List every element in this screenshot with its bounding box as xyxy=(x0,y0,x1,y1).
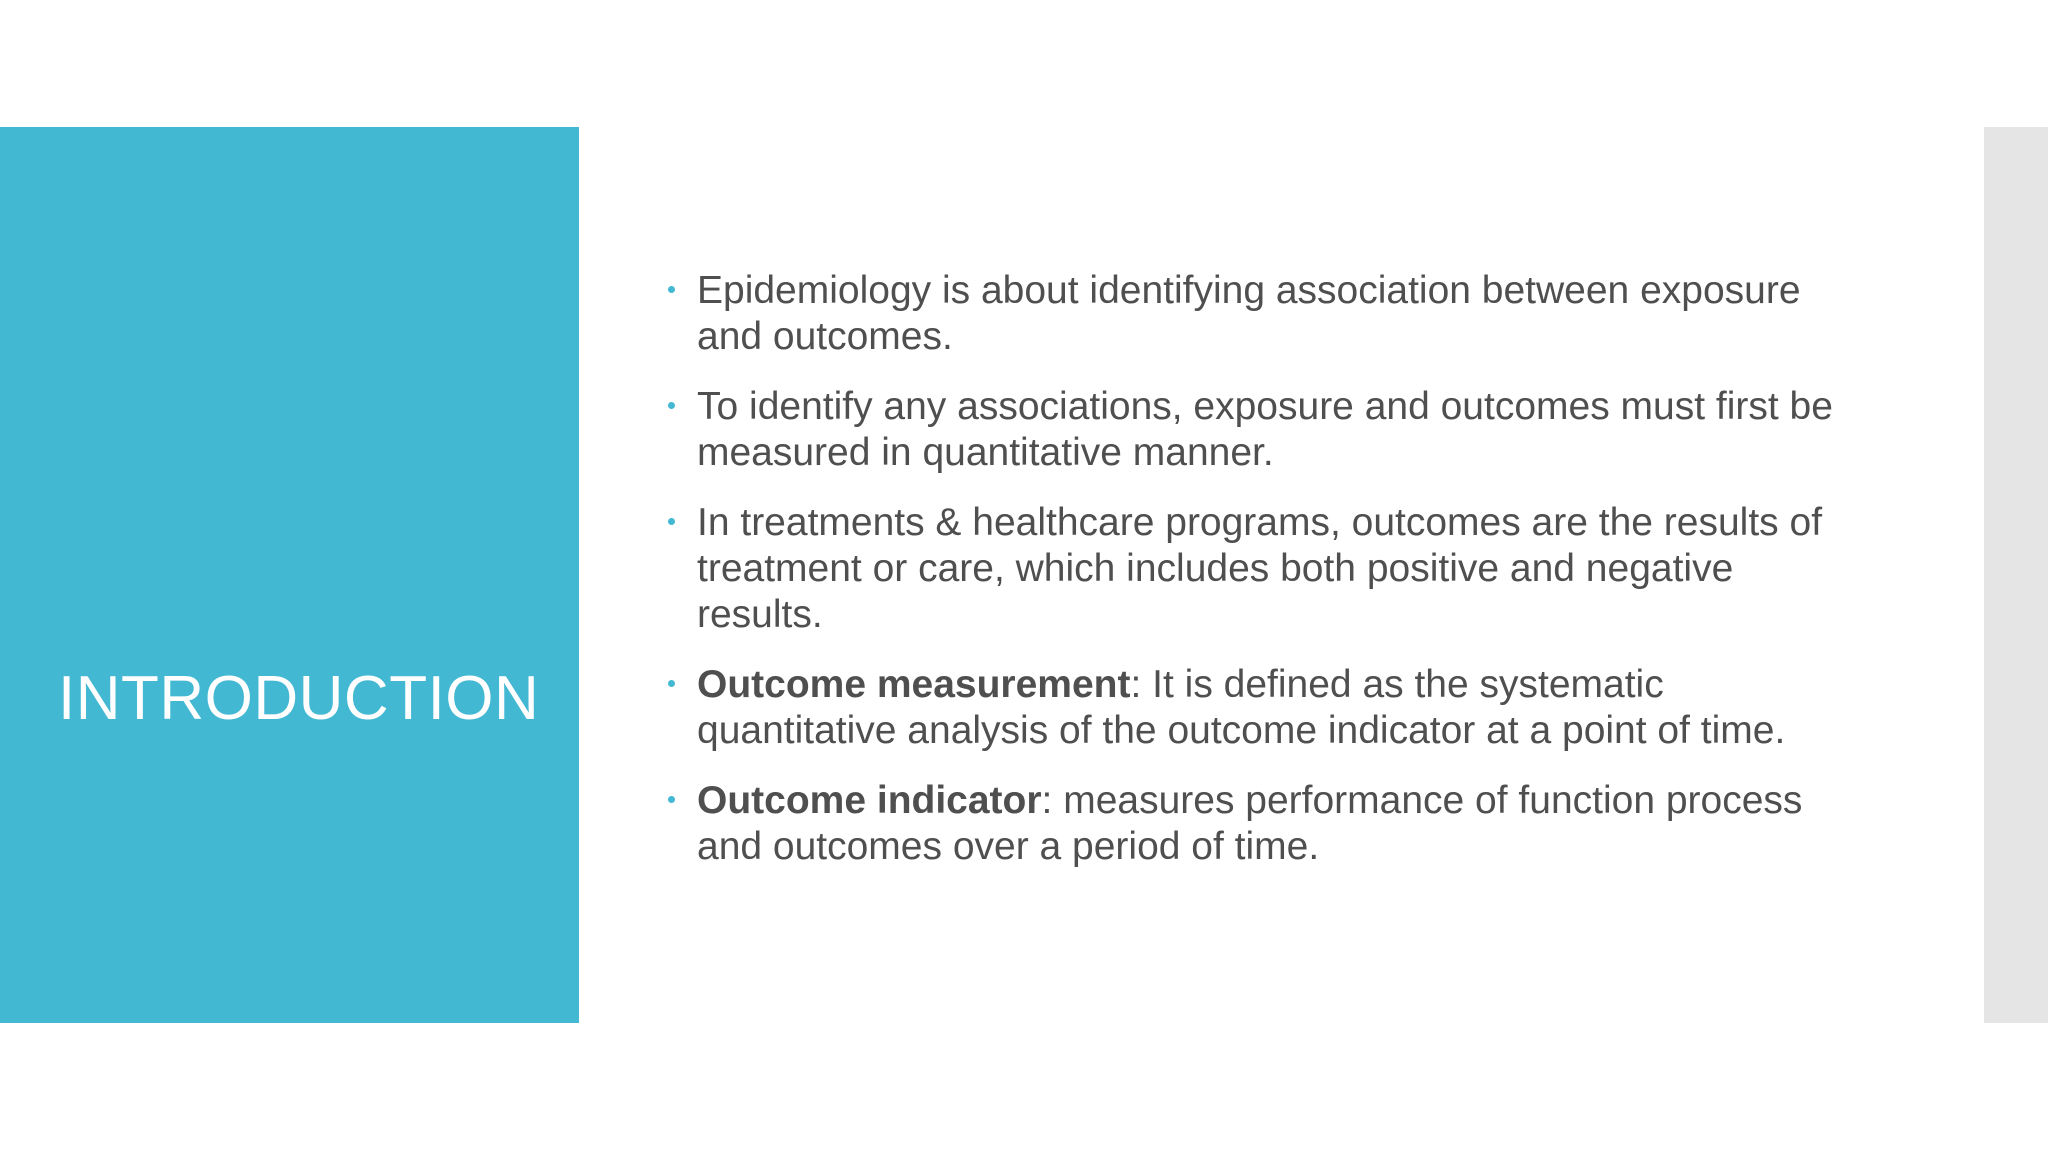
bullet-text: In treatments & healthcare programs, outcomes are the results of treatment or care, which includes both positive and negative results. xyxy=(697,501,1823,636)
bullet-text: To identify any associations, exposure and outcomes must first be measured in quantitative manner. xyxy=(697,385,1833,474)
slide-title: INTRODUCTION xyxy=(58,664,540,733)
bullet-dot-icon xyxy=(668,518,675,525)
bullet-item xyxy=(660,662,1860,754)
bullet-bold-text: Outcome measurement xyxy=(697,663,1131,706)
bullet-item xyxy=(660,500,1860,638)
bullet-text: Epidemiology is about identifying association between exposure and outcomes. xyxy=(697,269,1801,358)
bullet-dot-icon xyxy=(668,286,675,293)
bullet-item xyxy=(660,268,1860,360)
bullet-dot-icon xyxy=(668,796,675,803)
bullet-list xyxy=(660,268,1860,894)
bullet-item xyxy=(660,384,1860,476)
bullet-item xyxy=(660,778,1860,870)
title-panel xyxy=(0,127,579,1023)
side-strip xyxy=(1984,127,2048,1023)
bullet-dot-icon xyxy=(668,402,675,409)
bullet-text: : It is defined as the systematic quantitative analysis of the outcome indicator at a point of time. xyxy=(697,663,1786,752)
bullet-bold-text: Outcome indicator xyxy=(697,779,1042,822)
bullet-dot-icon xyxy=(668,680,675,687)
bullet-text: : measures performance of function process and outcomes over a period of time. xyxy=(697,779,1803,868)
